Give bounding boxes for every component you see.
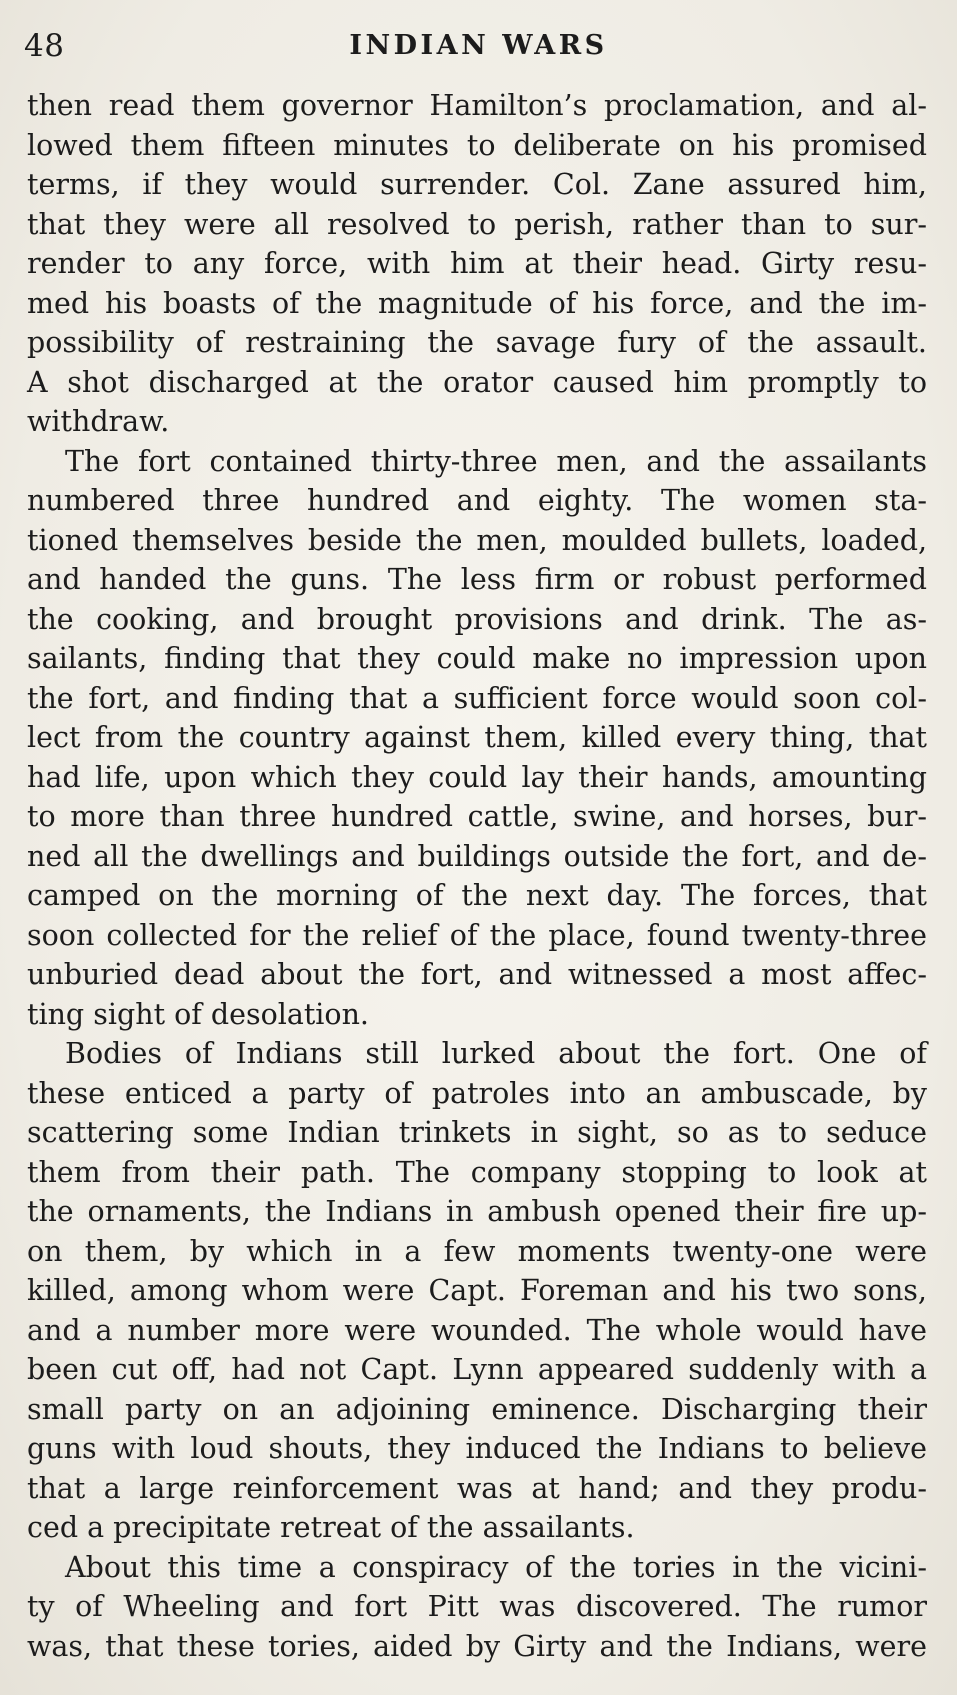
text-line: terms, if they would surrender. Col. Zane assured him, xyxy=(27,168,927,201)
text-line: render to any force, with him at their head. Girty resu- xyxy=(27,247,927,280)
text-line: ned all the dwellings and buildings outside the fort, and de- xyxy=(27,839,927,873)
text-line: the cooking, and brought provisions and drink. The as- xyxy=(27,602,927,636)
text-line: soon collected for the relief of the place, found twenty-three xyxy=(27,918,927,952)
text-line: had life, upon which they could lay their hands, amounting xyxy=(27,760,927,794)
text-line: lowed them fifteen minutes to deliberate on his promised xyxy=(27,128,927,162)
text-line: med his boasts of the magnitude of his force, and the im- xyxy=(27,286,927,320)
text-line: sailants, finding that they could make no impression upon xyxy=(27,642,927,675)
text-line: the ornaments, the Indians in ambush opened their fire up- xyxy=(27,1195,927,1228)
page-number: 48 xyxy=(24,28,65,64)
body-text xyxy=(27,86,927,1666)
paragraph-end-line: ting sight of desolation. xyxy=(27,997,369,1031)
text-line: was, that these tories, aided by Girty and the Indians, were xyxy=(27,1629,927,1663)
text-line: tioned themselves beside the men, moulded bullets, loaded, xyxy=(27,523,927,557)
text-line: camped on the morning of the next day. The forces, that xyxy=(27,879,927,912)
text-line: lect from the country against them, killed every thing, that xyxy=(27,721,927,754)
text-line: then read them governor Hamilton’s proclamation, and al- xyxy=(27,89,927,122)
paragraph-start-line: The fort contained thirty-three men, and the assailants xyxy=(65,444,927,478)
text-line: killed, among whom were Capt. Foreman and his two sons, xyxy=(27,1274,927,1307)
text-line: scattering some Indian trinkets in sight, so as to seduce xyxy=(27,1116,927,1149)
text-line: guns with loud shouts, they induced the Indians to believe xyxy=(27,1432,927,1465)
text-line: the fort, and finding that a sufficient force would soon col- xyxy=(27,681,927,715)
text-line: to more than three hundred cattle, swine, and horses, bur- xyxy=(27,800,927,833)
text-line: been cut off, had not Capt. Lynn appeared suddenly with a xyxy=(27,1353,927,1386)
page-header xyxy=(24,28,933,68)
text-line: numbered three hundred and eighty. The women sta- xyxy=(27,484,927,517)
paragraph-end-line: ced a precipitate retreat of the assailants. xyxy=(27,1511,635,1544)
text-line: on them, by which in a few moments twenty-one were xyxy=(27,1234,927,1268)
text-line: possibility of restraining the savage fury of the assault. xyxy=(27,326,927,359)
text-line: these enticed a party of patroles into an ambuscade, by xyxy=(27,1076,927,1110)
text-line: them from their path. The company stopping to look at xyxy=(27,1155,927,1189)
text-line: A shot discharged at the orator caused him promptly to xyxy=(27,365,927,399)
paragraph-start-line: About this time a conspiracy of the tories in the vicini- xyxy=(65,1550,927,1584)
text-line: and handed the guns. The less firm or robust performed xyxy=(27,563,927,596)
text-line: unburied dead about the fort, and witnessed a most affec- xyxy=(27,958,927,991)
text-line: that a large reinforcement was at hand; and they produ- xyxy=(27,1471,927,1505)
text-line: small party on an adjoining eminence. Discharging their xyxy=(27,1392,927,1426)
running-head: INDIAN WARS xyxy=(349,30,608,61)
paragraph-end-line: withdraw. xyxy=(27,405,170,438)
text-line: and a number more were wounded. The whole would have xyxy=(27,1313,927,1347)
text-line: that they were all resolved to perish, rather than to sur- xyxy=(27,207,927,241)
text-line: ty of Wheeling and fort Pitt was discovered. The rumor xyxy=(27,1590,927,1623)
paragraph-start-line: Bodies of Indians still lurked about the fort. One of xyxy=(65,1037,927,1070)
